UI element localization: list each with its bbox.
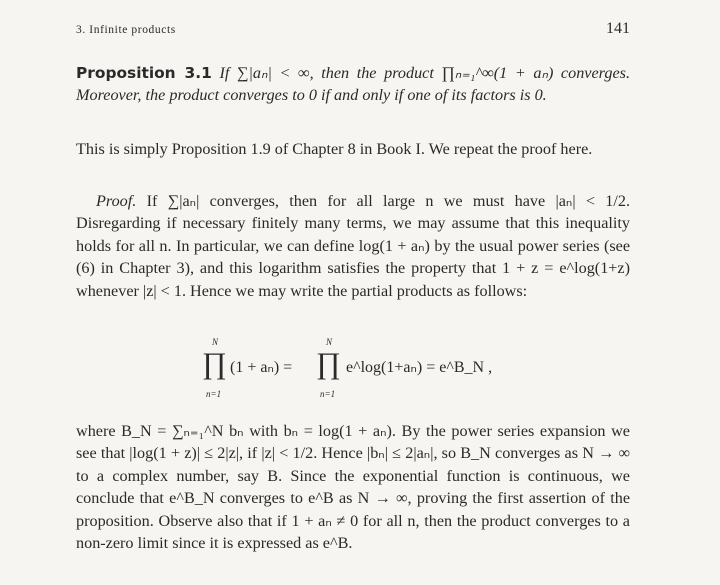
page-number: 141 <box>606 20 630 37</box>
display-equation <box>200 333 520 403</box>
remark-paragraph: This is simply Proposition 1.9 of Chapter 8 in Book I. We repeat the proof here. <box>76 140 593 158</box>
proposition <box>76 62 630 107</box>
display-rhs-term: e^log(1+aₙ) = e^B_N , <box>346 359 493 376</box>
product-symbol-left: ∏ <box>202 347 227 380</box>
running-head <box>76 20 630 38</box>
proof-paragraph <box>76 190 630 302</box>
proof-body: If ∑|aₙ| converges, then for all large n we must have |aₙ| < 1/2. Disregarding if necessary finitely many terms, we may assume that this inequality holds for all n. In particular, we can define log(1 + aₙ) by the usual power series (see (6) in Chapter 3), and this logarithm satisfies the property that 1 + z = e^log(1+z) whenever |z| < 1. Hence we may write the partial products as follows: <box>76 192 630 300</box>
lower-limit-left: n=1 <box>206 389 222 399</box>
product-symbol-right: ∏ <box>316 347 341 380</box>
lower-limit-right: n=1 <box>320 389 336 399</box>
proposition-label: Proposition 3.1 <box>76 64 212 82</box>
running-title: 3. Infinite products <box>76 24 176 36</box>
continuation-paragraph: where B_N = ∑ₙ₌₁^N bₙ with bₙ = log(1 + aₙ). By the power series expansion we see that |log(1 + z)| ≤ 2|z|, if |z| < 1/2. Hence |bₙ| ≤ 2|aₙ|, so B_N converges as N → ∞ to a complex number, say B. Since the exponential function is continuous, we conclude that e^B_N converges to e^B as N → ∞, proving the first assertion of the proposition. Observe also that if 1 + aₙ ≠ 0 for all n, then the product converges to a non-zero limit since it is expressed as e^B. <box>76 422 630 553</box>
upper-limit-left: N <box>212 337 219 347</box>
proposition-statement: If ∑|aₙ| < ∞, then the product ∏ₙ₌₁^∞(1 + aₙ) converges. Moreover, the product converges to 0 if and only if one of its factors is 0. <box>76 64 630 105</box>
upper-limit-right: N <box>326 337 333 347</box>
display-lhs-term: (1 + aₙ) = <box>230 359 293 376</box>
proof-label: Proof. <box>96 192 137 210</box>
